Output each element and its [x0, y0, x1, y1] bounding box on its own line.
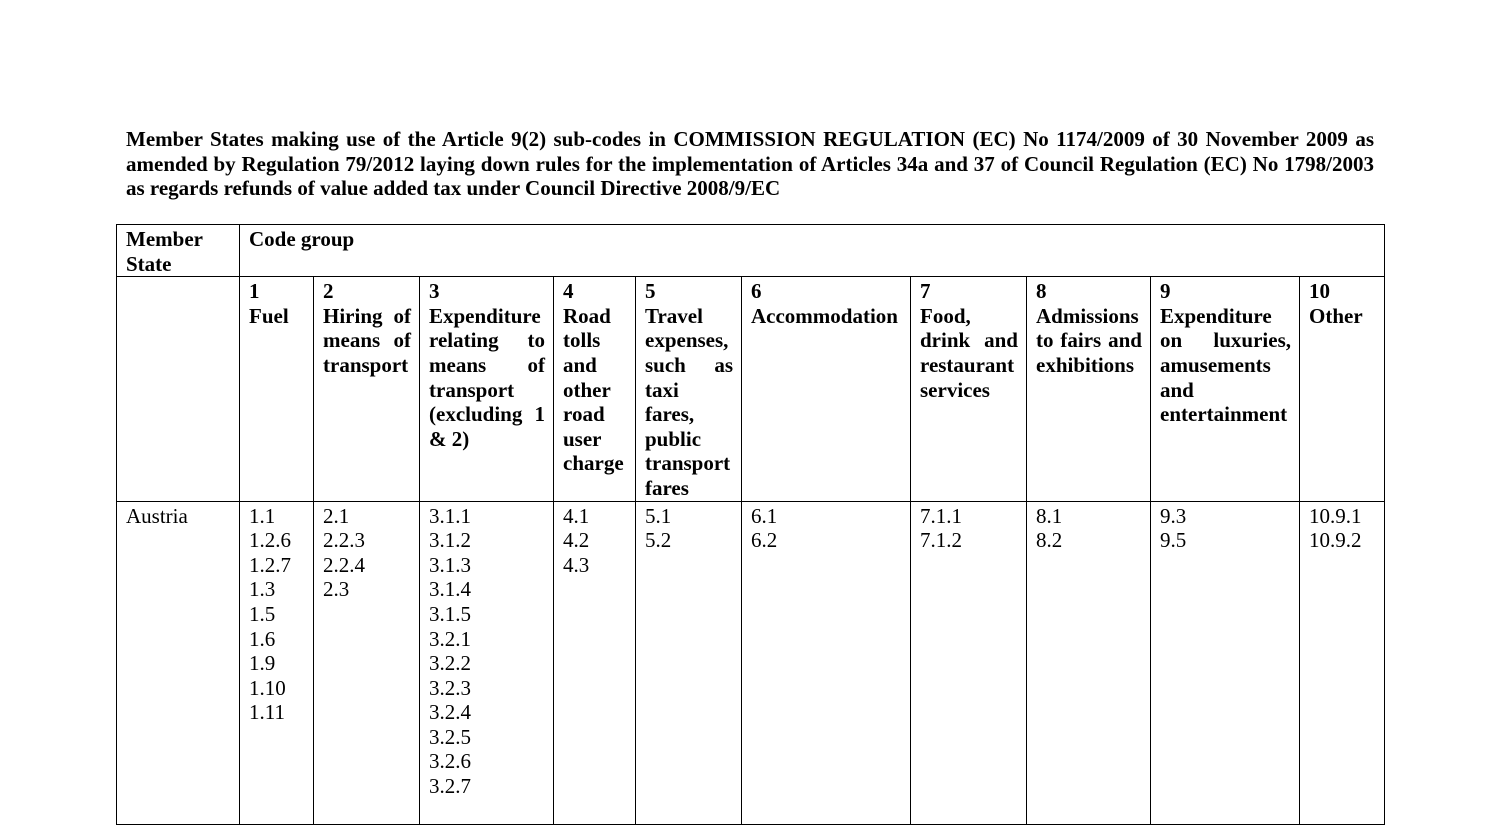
sub-code: 3.1.2 — [429, 528, 471, 553]
group-header-4 — [554, 277, 636, 501]
group-label: Expenditure relating to means of transport (excluding 1 & 2) — [429, 303, 545, 451]
group-label: Food, drink and restaurant services — [920, 303, 1018, 402]
member-state-cell: Austria — [117, 501, 240, 824]
code-cell — [1300, 501, 1385, 824]
code-group-header: Code group — [240, 225, 1385, 277]
sub-code: 2.3 — [323, 577, 350, 602]
code-group-row — [117, 277, 1385, 501]
group-number: 5 — [645, 279, 656, 304]
sub-code: 1.2.7 — [249, 552, 291, 577]
sub-code: 3.2.6 — [429, 749, 471, 774]
sub-code: 1.10 — [249, 675, 286, 700]
group-number: 4 — [563, 279, 574, 304]
group-label: Hiring of means of transport — [323, 303, 411, 377]
group-header-8 — [1027, 277, 1151, 501]
group-number: 1 — [249, 279, 260, 304]
group-label: Admissions to fairs and exhibitions — [1036, 303, 1142, 377]
sub-code: 3.1.3 — [429, 552, 471, 577]
group-label: Fuel — [249, 303, 289, 328]
group-header-10 — [1300, 277, 1385, 501]
group-header-6 — [742, 277, 911, 501]
group-label: Travel expenses, such as taxi fares, public transport fares — [645, 303, 733, 500]
group-header-3 — [420, 277, 554, 501]
sub-code: 9.3 — [1160, 503, 1187, 528]
group-number: 8 — [1036, 279, 1047, 304]
sub-code: 3.2.7 — [429, 774, 471, 799]
sub-code: 1.3 — [249, 577, 276, 602]
sub-code: 5.2 — [645, 528, 672, 553]
sub-code: 2.2.3 — [323, 528, 365, 553]
group-label: Other — [1309, 303, 1363, 328]
sub-codes-table — [116, 224, 1385, 825]
code-cell — [240, 501, 314, 824]
group-number: 6 — [751, 279, 762, 304]
code-cell — [1151, 501, 1300, 824]
group-header-9 — [1151, 277, 1300, 501]
sub-code: 9.5 — [1160, 528, 1187, 553]
sub-code: 5.1 — [645, 503, 672, 528]
sub-code: 10.9.1 — [1309, 503, 1362, 528]
sub-code: 4.1 — [563, 503, 590, 528]
sub-code: 3.1.1 — [429, 503, 471, 528]
sub-code: 1.9 — [249, 651, 276, 676]
table-row — [117, 501, 1385, 824]
sub-code: 7.1.1 — [920, 503, 962, 528]
sub-code: 3.2.4 — [429, 700, 471, 725]
sub-code: 2.1 — [323, 503, 350, 528]
sub-code: 6.1 — [751, 503, 778, 528]
sub-code: 3.1.4 — [429, 577, 471, 602]
code-cell — [911, 501, 1027, 824]
code-cell — [314, 501, 420, 824]
member-state-header: Member State — [117, 225, 240, 277]
table-header-row — [117, 225, 1385, 277]
document-title: Member States making use of the Article 9(2) sub-codes in COMMISSION REGULATION (EC) No 1174/2009 of 30 November 2009 as amended by Regulation 79/2012 laying down rules for the implementation of Articles 34a and 37 of Council Regulation (EC) No 1798/2003 as regards refunds of value added tax under Council Directive 2008/9/EC — [126, 127, 1374, 200]
sub-code: 8.1 — [1036, 503, 1063, 528]
group-label: Road tolls and other road user charge — [563, 303, 624, 476]
sub-code: 10.9.2 — [1309, 528, 1362, 553]
group-number: 3 — [429, 279, 440, 304]
group-label: Expenditure on luxuries, amusements and entertainment — [1160, 303, 1291, 427]
sub-code: 2.2.4 — [323, 552, 365, 577]
code-cell — [742, 501, 911, 824]
group-number: 7 — [920, 279, 931, 304]
sub-code: 6.2 — [751, 528, 778, 553]
group-header-1 — [240, 277, 314, 501]
group-number: 9 — [1160, 279, 1171, 304]
sub-code: 8.2 — [1036, 528, 1063, 553]
code-cell — [554, 501, 636, 824]
sub-code: 7.1.2 — [920, 528, 962, 553]
sub-code: 1.5 — [249, 601, 276, 626]
sub-code: 4.3 — [563, 552, 590, 577]
sub-code: 1.2.6 — [249, 528, 291, 553]
group-header-2 — [314, 277, 420, 501]
sub-code: 3.2.2 — [429, 651, 471, 676]
code-cell — [420, 501, 554, 824]
group-number: 2 — [323, 279, 334, 304]
sub-code: 1.1 — [249, 503, 276, 528]
sub-code: 3.1.5 — [429, 601, 471, 626]
empty-cell — [117, 277, 240, 501]
sub-code: 3.2.1 — [429, 626, 471, 651]
group-header-5 — [636, 277, 742, 501]
group-header-7 — [911, 277, 1027, 501]
sub-code: 3.2.3 — [429, 675, 471, 700]
group-number: 10 — [1309, 279, 1330, 304]
sub-code: 4.2 — [563, 528, 590, 553]
code-cell — [636, 501, 742, 824]
sub-code: 3.2.5 — [429, 724, 471, 749]
code-cell — [1027, 501, 1151, 824]
sub-code: 1.6 — [249, 626, 276, 651]
group-label: Accommodation — [751, 303, 898, 328]
sub-code: 1.11 — [249, 700, 285, 725]
